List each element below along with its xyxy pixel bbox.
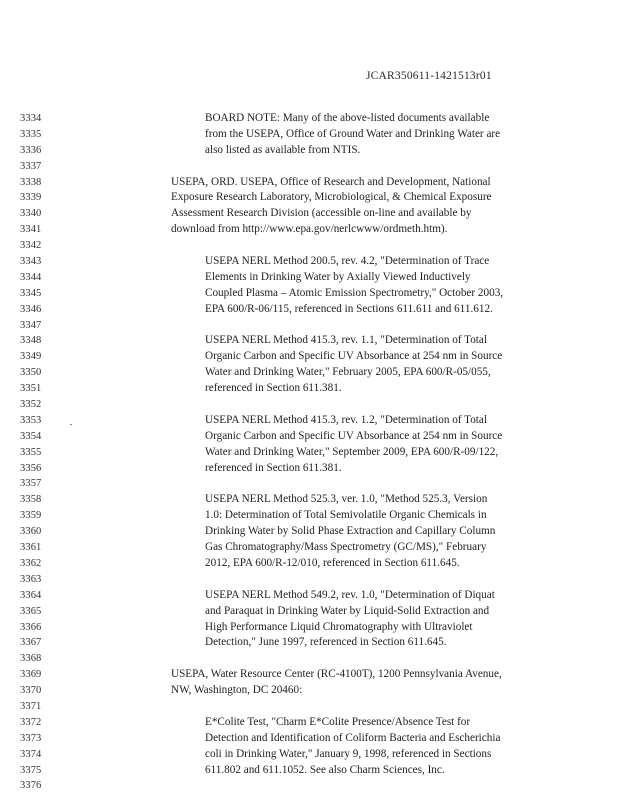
- line-number: 3362: [20, 557, 42, 569]
- line-number: 3372: [20, 716, 42, 728]
- line-number: 3347: [20, 319, 42, 331]
- line-text: from the USEPA, Office of Ground Water and Drinking Water are: [205, 127, 501, 140]
- line-text: download from http://www.epa.gov/nerlcwww/ordmeth.htm).: [171, 223, 448, 236]
- document-line: [0, 556, 618, 572]
- line-number: 3350: [20, 367, 42, 379]
- line-text: Drinking Water by Solid Phase Extraction and Capillary Column: [205, 525, 496, 538]
- line-number: 3335: [20, 128, 42, 140]
- line-number: 3338: [20, 176, 42, 188]
- line-number: 3346: [20, 303, 42, 315]
- document-line: [0, 190, 618, 206]
- line-text: also listed as available from NTIS.: [205, 143, 361, 156]
- document-line: [0, 318, 618, 334]
- document-line: [0, 206, 618, 222]
- document-line: [0, 302, 618, 318]
- document-line: [0, 508, 618, 524]
- line-number: 3337: [20, 160, 42, 172]
- document-line: [0, 286, 618, 302]
- line-text: High Performance Liquid Chromatography with Ultraviolet: [205, 620, 473, 633]
- line-number: 3359: [20, 510, 42, 522]
- document-line: [0, 667, 618, 683]
- document-line: [0, 127, 618, 143]
- line-text: E*Colite Test, "Charm E*Colite Presence/Absence Test for: [205, 715, 471, 728]
- line-number: 3336: [20, 144, 42, 156]
- line-text: Elements in Drinking Water by Axially Viewed Inductively: [205, 270, 471, 283]
- line-text: USEPA NERL Method 415.3, rev. 1.2, "Determination of Total: [205, 413, 487, 426]
- line-text: Exposure Research Laboratory, Microbiological, & Chemical Exposure: [171, 191, 492, 204]
- line-text: Coupled Plasma – Atomic Emission Spectrometry," October 2003,: [205, 286, 504, 299]
- line-text: USEPA, ORD. USEPA, Office of Research and Development, National: [171, 175, 491, 188]
- line-number: 3356: [20, 462, 42, 474]
- line-text: 2012, EPA 600/R-12/010, referenced in Section 611.645.: [205, 556, 460, 569]
- line-text: and Paraquat in Drinking Water by Liquid-Solid Extraction and: [205, 604, 490, 617]
- document-body: [0, 111, 618, 794]
- line-number: 3334: [20, 113, 42, 124]
- document-line: [0, 397, 618, 413]
- document-line: [0, 731, 618, 747]
- line-text: Water and Drinking Water," February 2005, EPA 600/R-05/055,: [205, 366, 491, 379]
- document-line: [0, 715, 618, 731]
- line-number: 3352: [20, 399, 42, 411]
- document-line: [0, 254, 618, 270]
- line-number: 3354: [20, 430, 42, 442]
- line-text: USEPA NERL Method 415.3, rev. 1.1, "Determination of Total: [205, 334, 487, 347]
- line-text: EPA 600/R-06/115, referenced in Sections 611.611 and 611.612.: [205, 302, 493, 315]
- document-line: [0, 524, 618, 540]
- line-text: USEPA, Water Resource Center (RC-4100T), 1200 Pennsylvania Avenue,: [171, 668, 502, 681]
- document-id-header: JCAR350611-1421513r01: [366, 70, 492, 82]
- line-number: 3348: [20, 335, 42, 347]
- line-number: 3353: [20, 414, 42, 426]
- line-number: 3371: [20, 700, 42, 712]
- document-line: [0, 238, 618, 254]
- line-text: NW, Washington, DC 20460:: [171, 684, 303, 697]
- line-number: 3366: [20, 621, 42, 633]
- line-text: referenced in Section 611.381.: [205, 382, 342, 395]
- line-number: 3374: [20, 748, 42, 760]
- document-line: [0, 365, 618, 381]
- line-number: 3357: [20, 478, 42, 490]
- line-number: 3370: [20, 685, 42, 697]
- document-line: [0, 349, 618, 365]
- line-number: 3344: [20, 271, 42, 283]
- line-text: Water and Drinking Water," September 2009, EPA 600/R-09/122,: [205, 445, 499, 458]
- document-line: [0, 159, 618, 175]
- document-line: [0, 778, 618, 794]
- document-line: [0, 175, 618, 191]
- document-line: [0, 763, 618, 779]
- line-number: 3341: [20, 224, 42, 236]
- document-line: [0, 540, 618, 556]
- line-text: Organic Carbon and Specific UV Absorbance at 254 nm in Source: [205, 429, 503, 442]
- line-text: Detection," June 1997, referenced in Section 611.645.: [205, 636, 447, 649]
- line-number: 3361: [20, 542, 42, 554]
- document-line: [0, 476, 618, 492]
- line-text: USEPA NERL Method 549.2, rev. 1.0, "Determination of Diquat: [205, 588, 495, 601]
- document-line: [0, 651, 618, 667]
- line-text: Detection and Identification of Coliform Bacteria and Escherichia: [205, 731, 501, 744]
- line-number: 3365: [20, 605, 42, 617]
- line-text: Organic Carbon and Specific UV Absorbance at 254 nm in Source: [205, 350, 503, 363]
- document-line: [0, 413, 618, 429]
- scan-speck: [70, 424, 72, 425]
- line-text: 1.0: Determination of Total Semivolatile Organic Chemicals in: [205, 509, 487, 522]
- document-line: [0, 270, 618, 286]
- document-line: [0, 429, 618, 445]
- document-line: [0, 381, 618, 397]
- document-line: [0, 635, 618, 651]
- line-number: 3345: [20, 287, 42, 299]
- line-text: USEPA NERL Method 525.3, ver. 1.0, "Method 525.3, Version: [205, 493, 488, 506]
- line-number: 3367: [20, 637, 42, 649]
- document-line: [0, 445, 618, 461]
- line-number: 3339: [20, 192, 42, 204]
- line-text: Assessment Research Division (accessible on-line and available by: [171, 207, 472, 220]
- line-number: 3358: [20, 494, 42, 506]
- document-line: [0, 620, 618, 636]
- line-text: referenced in Section 611.381.: [205, 461, 342, 474]
- line-number: 3375: [20, 764, 42, 776]
- document-line: [0, 588, 618, 604]
- document-line: [0, 461, 618, 477]
- document-line: [0, 222, 618, 238]
- line-number: 3349: [20, 351, 42, 363]
- line-number: 3368: [20, 653, 42, 665]
- line-text: BOARD NOTE: Many of the above-listed documents available: [205, 112, 490, 124]
- document-line: [0, 492, 618, 508]
- line-number: 3340: [20, 208, 42, 220]
- line-text: coli in Drinking Water," January 9, 1998, referenced in Sections: [205, 747, 492, 760]
- line-text: Gas Chromatography/Mass Spectrometry (GC/MS)," February: [205, 541, 487, 554]
- line-text: 611.802 and 611.1052. See also Charm Sciences, Inc.: [205, 763, 445, 776]
- line-number: 3343: [20, 256, 42, 268]
- document-line: [0, 699, 618, 715]
- line-text: USEPA NERL Method 200.5, rev. 4.2, "Determination of Trace: [205, 255, 490, 268]
- document-line: [0, 111, 618, 127]
- document-line: [0, 683, 618, 699]
- line-number: 3373: [20, 732, 42, 744]
- document-line: [0, 572, 618, 588]
- line-number: 3376: [20, 780, 42, 792]
- document-line: [0, 143, 618, 159]
- document-line: [0, 747, 618, 763]
- line-number: 3342: [20, 240, 42, 252]
- line-number: 3369: [20, 669, 42, 681]
- line-number: 3363: [20, 573, 42, 585]
- document-line: [0, 604, 618, 620]
- line-number: 3360: [20, 526, 42, 538]
- line-number: 3355: [20, 446, 42, 458]
- document-line: [0, 333, 618, 349]
- line-number: 3364: [20, 589, 42, 601]
- line-number: 3351: [20, 383, 42, 395]
